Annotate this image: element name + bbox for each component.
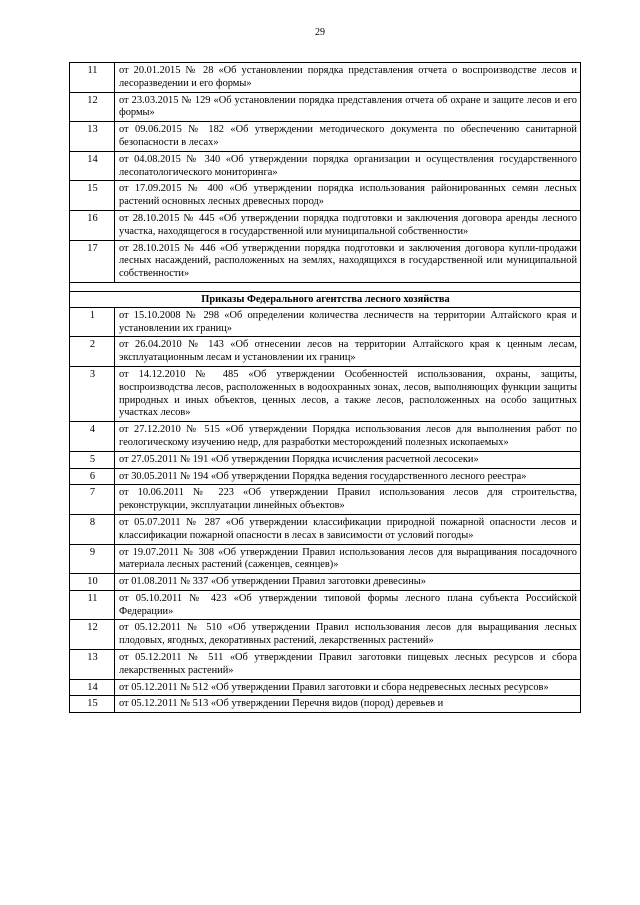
section-heading-row: [70, 291, 581, 307]
table-row: [70, 122, 581, 152]
row-text: от 27.12.2010 № 515 «Об утверждении Порядка использования лесов для выполнения работ по геологическому изучению недр, для разработки месторождений полезных ископаемых»: [115, 422, 581, 452]
row-text: от 05.10.2011 № 423 «Об утверждении типовой формы лесного плана субъекта Российской Федерации»: [115, 590, 581, 620]
row-number: 17: [70, 240, 115, 282]
row-text: от 30.05.2011 № 194 «Об утверждении Порядка ведения государственного лесного реестра»: [115, 468, 581, 485]
table-row: [70, 366, 581, 421]
row-text: от 10.06.2011 № 223 «Об утверждении Правил использования лесов для строительства, реконструкции, эксплуатации линейных объектов»: [115, 485, 581, 515]
row-number: 6: [70, 468, 115, 485]
row-text: от 19.07.2011 № 308 «Об утверждении Правил использования лесов для выращивания посадочного материала лесных растений (саженцев, сеянцев)»: [115, 544, 581, 574]
row-text: от 05.12.2011 № 512 «Об утверждении Правил заготовки и сбора недревесных лесных ресурсов»: [115, 679, 581, 696]
row-number: 12: [70, 92, 115, 122]
table-row: [70, 337, 581, 367]
table-row: [70, 574, 581, 591]
row-text: от 09.06.2015 № 182 «Об утверждении методического документа по обеспечению санитарной безопасности в лесах»: [115, 122, 581, 152]
row-number: 16: [70, 210, 115, 240]
row-number: 7: [70, 485, 115, 515]
row-number: 9: [70, 544, 115, 574]
row-number: 3: [70, 366, 115, 421]
table-row: [70, 451, 581, 468]
table-row: [70, 210, 581, 240]
table-row: [70, 422, 581, 452]
row-text: от 05.12.2011 № 511 «Об утверждении Правил заготовки пищевых лесных ресурсов и сбора лекарственных растений»: [115, 650, 581, 680]
row-number: 8: [70, 514, 115, 544]
row-text: от 05.07.2011 № 287 «Об утверждении классификации природной пожарной опасности лесов и классификации пожарной опасности в лесах в зависимости от условий погоды»: [115, 514, 581, 544]
table-row: [70, 63, 581, 93]
table-row: [70, 544, 581, 574]
row-text: от 15.10.2008 № 298 «Об определении количества лесничеств на территории Алтайского края и установлении их границ»: [115, 307, 581, 337]
table-body-after: [70, 307, 581, 713]
row-text: от 23.03.2015 № 129 «Об установлении порядка представления отчета об охране и защите лесов и его формы»: [115, 92, 581, 122]
row-text: от 20.01.2015 № 28 «Об установлении порядка представления отчета о воспроизводстве лесов и лесоразведении и его формы»: [115, 63, 581, 93]
table-row: [70, 514, 581, 544]
table-row: [70, 151, 581, 181]
table-row: [70, 590, 581, 620]
table-spacer-row: [70, 282, 581, 291]
table-row: [70, 650, 581, 680]
row-text: от 04.08.2015 № 340 «Об утверждении порядка организации и осуществления государственного лесопатологического мониторинга»: [115, 151, 581, 181]
row-text: от 26.04.2010 № 143 «Об отнесении лесов на территории Алтайского края к ценным лесам, эксплуатационным лесам и установлении их границ»: [115, 337, 581, 367]
legal-acts-table: [69, 62, 581, 713]
row-text: от 05.12.2011 № 513 «Об утверждении Перечня видов (пород) деревьев и: [115, 696, 581, 713]
row-number: 11: [70, 590, 115, 620]
row-number: 13: [70, 650, 115, 680]
table-row: [70, 240, 581, 282]
row-text: от 27.05.2011 № 191 «Об утверждении Порядка исчисления расчетной лесосеки»: [115, 451, 581, 468]
section-heading: Приказы Федерального агентства лесного хозяйства: [70, 291, 581, 307]
row-text: от 28.10.2015 № 446 «Об утверждении порядка подготовки и заключения договора купли-продажи лесных насаждений, расположенных на землях, находящихся в государственной или муниципальной собственности»: [115, 240, 581, 282]
table-row: [70, 620, 581, 650]
row-number: 10: [70, 574, 115, 591]
row-number: 14: [70, 151, 115, 181]
row-number: 12: [70, 620, 115, 650]
page-number: 29: [315, 27, 325, 38]
table-row: [70, 92, 581, 122]
row-text: от 01.08.2011 № 337 «Об утверждении Правил заготовки древесины»: [115, 574, 581, 591]
row-text: от 17.09.2015 № 400 «Об утверждении порядка использования районированных семян лесных растений основных лесных древесных пород»: [115, 181, 581, 211]
table-body-before: [70, 63, 581, 283]
row-number: 2: [70, 337, 115, 367]
row-number: 14: [70, 679, 115, 696]
row-number: 4: [70, 422, 115, 452]
row-text: от 05.12.2011 № 510 «Об утверждении Правил использования лесов для выращивания лесных плодовых, ягодных, декоративных растений, лекарственных растений»: [115, 620, 581, 650]
row-text: от 14.12.2010 № 485 «Об утверждении Особенностей использования, охраны, защиты, воспроизводства лесов, расположенных в водоохранных зонах, лесов, выполняющих функции защиты природных и иных объектов, ценных лесов, а также лесов, расположенных на особо защитных участках лесов»: [115, 366, 581, 421]
table-row: [70, 696, 581, 713]
table-body-section: [70, 282, 581, 307]
table-row: [70, 468, 581, 485]
row-number: 11: [70, 63, 115, 93]
table-row: [70, 679, 581, 696]
table-row: [70, 307, 581, 337]
row-number: 15: [70, 181, 115, 211]
table-row: [70, 181, 581, 211]
row-number: 15: [70, 696, 115, 713]
row-text: от 28.10.2015 № 445 «Об утверждении порядка подготовки и заключения договора аренды лесного участка, находящегося в государственной или муниципальной собственности»: [115, 210, 581, 240]
row-number: 13: [70, 122, 115, 152]
table-row: [70, 485, 581, 515]
row-number: 5: [70, 451, 115, 468]
row-number: 1: [70, 307, 115, 337]
